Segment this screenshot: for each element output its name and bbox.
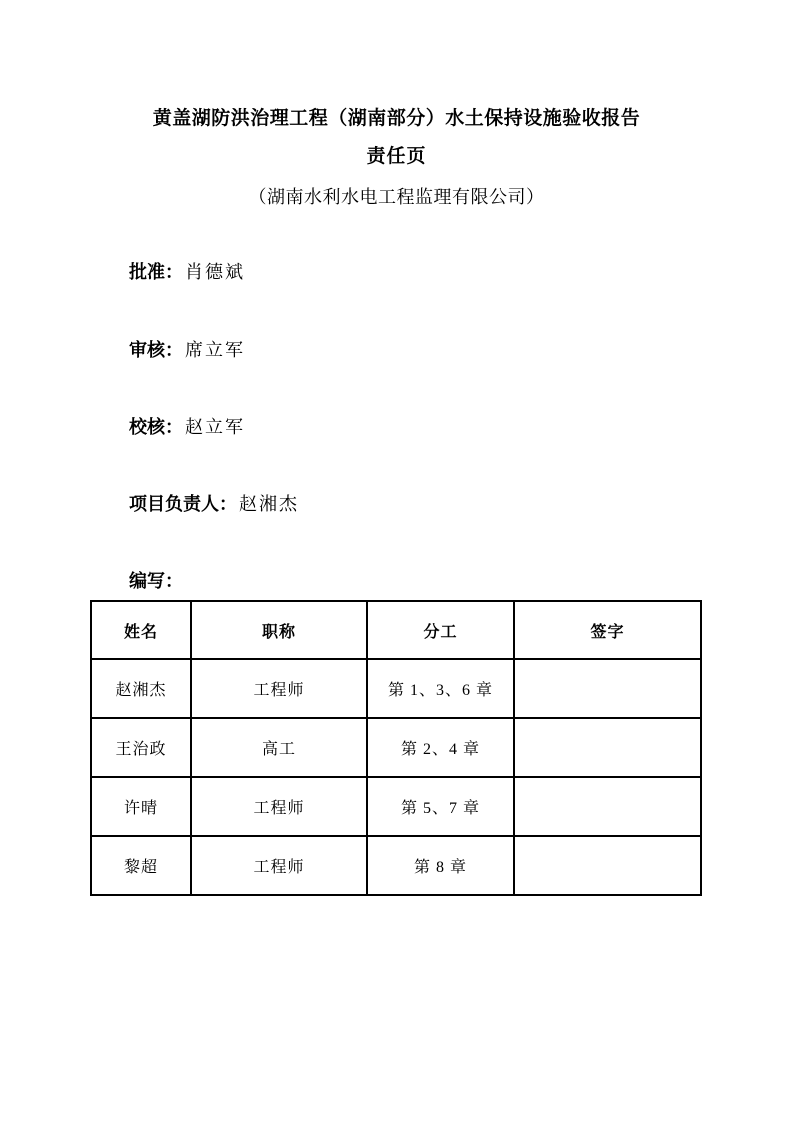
- approve-line: [129, 258, 245, 284]
- table-row: [91, 777, 701, 836]
- cell-signature: [514, 718, 701, 777]
- cell-signature: [514, 659, 701, 718]
- cell-division: 第 1、3、6 章: [367, 659, 514, 718]
- table-header-row: [91, 601, 701, 659]
- page-subtitle: 责任页: [366, 146, 427, 167]
- page-title: 黄盖湖防洪治理工程（湖南部分）水土保持设施验收报告: [152, 108, 641, 129]
- review-line: [129, 336, 245, 362]
- cell-division: 第 5、7 章: [367, 777, 514, 836]
- cell-signature: [514, 777, 701, 836]
- cell-name: 王治政: [91, 718, 191, 777]
- company-name: （湖南水利水电工程监理有限公司）: [248, 187, 545, 207]
- approve-name: 肖德斌: [185, 262, 245, 282]
- compile-line: [129, 567, 183, 593]
- cell-title: 工程师: [191, 777, 367, 836]
- table-row: [91, 718, 701, 777]
- cell-division: 第 8 章: [367, 836, 514, 895]
- cell-division: 第 2、4 章: [367, 718, 514, 777]
- check-line: [129, 413, 245, 439]
- review-name: 席立军: [185, 340, 245, 360]
- review-label: 审核：: [129, 340, 183, 360]
- editors-table: [90, 600, 702, 896]
- table-row: [91, 836, 701, 895]
- check-name: 赵立军: [185, 417, 245, 437]
- project-manager-line: [129, 490, 299, 516]
- approve-label: 批准：: [129, 262, 183, 282]
- cell-title: 高工: [191, 718, 367, 777]
- header-name: 姓名: [91, 601, 191, 659]
- cell-title: 工程师: [191, 836, 367, 895]
- header-title: 职称: [191, 601, 367, 659]
- cell-name: 黎超: [91, 836, 191, 895]
- cell-title: 工程师: [191, 659, 367, 718]
- cell-name: 许晴: [91, 777, 191, 836]
- header-signature: 签字: [514, 601, 701, 659]
- cell-name: 赵湘杰: [91, 659, 191, 718]
- table-row: [91, 659, 701, 718]
- header-division: 分工: [367, 601, 514, 659]
- project-manager-label: 项目负责人：: [129, 494, 237, 514]
- project-manager-name: 赵湘杰: [239, 494, 299, 514]
- compile-label: 编写：: [129, 571, 183, 591]
- check-label: 校核：: [129, 417, 183, 437]
- cell-signature: [514, 836, 701, 895]
